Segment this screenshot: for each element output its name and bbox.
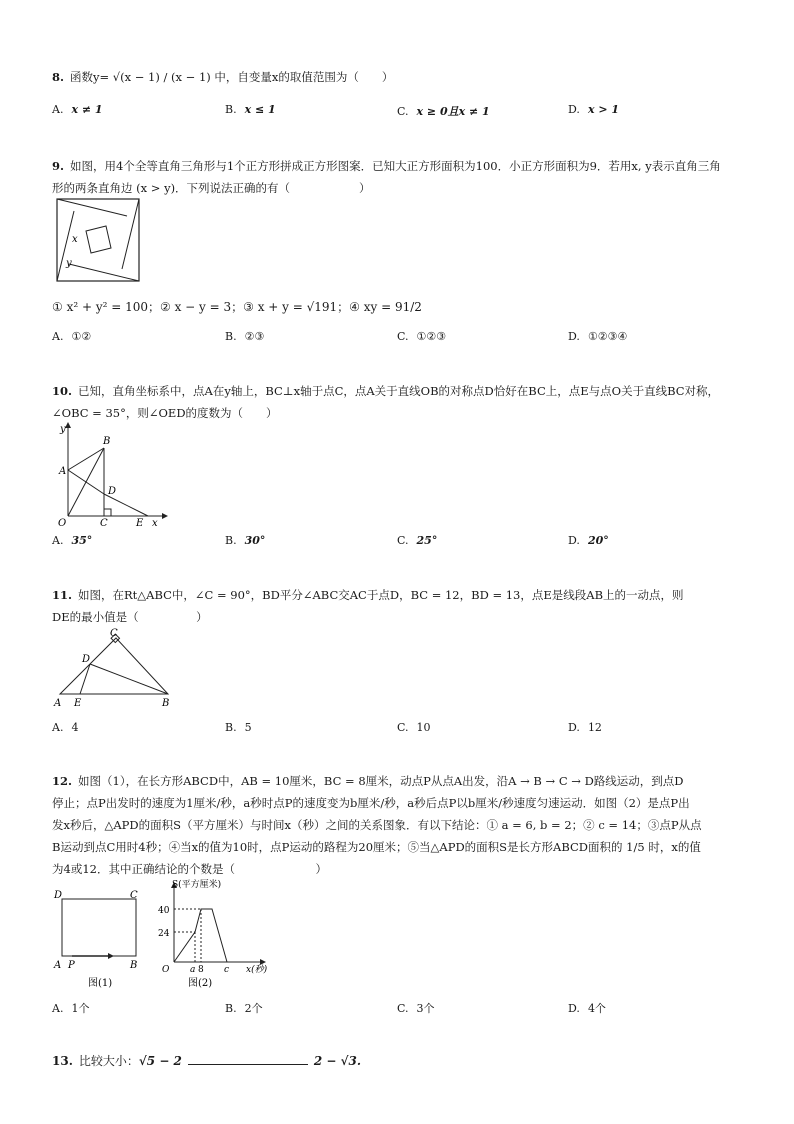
option-b[interactable]: B. 5 (225, 721, 252, 734)
question-text-line-2: 形的两条直角边 (x > y)．下列说法正确的有（ ） (52, 181, 371, 195)
label-y: y (66, 258, 72, 269)
label-a: A (54, 960, 62, 971)
option-d[interactable]: D. ①②③④ (568, 330, 628, 343)
question-11-figure (52, 626, 182, 713)
label-b: B (103, 436, 111, 447)
question-10-options (52, 534, 752, 552)
label-x: x (152, 518, 158, 528)
option-b[interactable]: B. 30° (225, 534, 266, 547)
question-text-line-2: ∠OBC = 35°，则∠OED的度数为（ ） (52, 406, 278, 420)
question-number: 10. (52, 384, 73, 398)
label-d: D (108, 486, 117, 497)
question-9 (52, 155, 752, 199)
option-a[interactable]: A. 1个 (52, 1002, 90, 1015)
figure-caption: 图(1) (88, 978, 113, 989)
question-13 (52, 1052, 752, 1069)
label-e: E (74, 698, 82, 709)
question-text: 函数y= √(x − 1) / (x − 1) 中，自变量x的取值范围为（ ） (70, 70, 394, 84)
question-number: 12. (52, 774, 73, 788)
option-a[interactable]: A. 35° (52, 534, 93, 547)
label-c: C (130, 890, 138, 901)
label-c: C (100, 518, 108, 528)
question-11 (52, 584, 752, 628)
label-b: B (162, 698, 170, 709)
question-8 (52, 66, 752, 88)
question-12-options (52, 1000, 752, 1018)
option-d[interactable]: D. x > 1 (568, 103, 620, 116)
question-text-line-2: DE的最小值是（ ） (52, 610, 208, 624)
question-prefix: 比较大小： (78, 1054, 139, 1068)
label-d: D (54, 890, 63, 901)
question-text-line-1: 如图（1），在长方形ABCD中，AB = 10厘米，BC = 8厘米，动点P从点A出发，沿A → B → C → D路线运动，到点D (78, 774, 684, 788)
question-text-line-3: 发x秒后，△APD的面积S（平方厘米）与时间x（秒）之间的关系图象．有以下结论：① a = 6, b = 2；② c = 14；③点P从点 (52, 818, 702, 832)
option-c[interactable]: C. x ≥ 0且x ≠ 1 (397, 105, 490, 118)
question-text-line-1: 已知，直角坐标系中，点A在y轴上，BC⊥x轴于点C，点A关于直线OB的对称点D恰好在BC上，点E与点O关于直线BC对称， (78, 384, 720, 398)
label-a: A (59, 466, 67, 477)
answer-blank[interactable] (188, 1052, 308, 1065)
option-c[interactable]: C. 25° (397, 534, 438, 547)
question-text-line-4: B运动到点C用时4秒；④当x的值为10时，点P运动的路程为20厘米；⑤当△APD的面积S是长方形ABCD面积的 1/5 时，x的值 (52, 840, 701, 854)
option-d[interactable]: D. 12 (568, 721, 602, 734)
y-axis-label: S(平方厘米) (172, 880, 222, 890)
option-d[interactable]: D. 4个 (568, 1002, 606, 1015)
tick-c: c (224, 965, 230, 975)
option-a[interactable]: A. x ≠ 1 (52, 103, 103, 116)
question-text-line-5: 为4或12．其中正确结论的个数是（ ） (52, 862, 327, 876)
label-y: y (60, 424, 66, 435)
question-9-figure (56, 198, 142, 287)
option-c[interactable]: C. ①②③ (397, 330, 447, 343)
label-d: D (82, 654, 91, 665)
label-a: A (54, 698, 62, 709)
question-9-options (52, 330, 752, 348)
question-text-line-2: 停止；点P出发时的速度为1厘米/秒，a秒时点P的速度变为b厘米/秒，a秒后点P以b厘米/秒速度匀速运动．如图（2）是点P出 (52, 796, 690, 810)
question-11-options (52, 721, 752, 739)
option-d[interactable]: D. 20° (568, 534, 609, 547)
question-12 (52, 770, 752, 880)
tick-24: 24 (158, 929, 170, 939)
tick-40: 40 (158, 906, 170, 916)
x-axis-label: x(秒) (246, 965, 268, 975)
question-number: 9. (52, 159, 65, 173)
label-x: x (72, 234, 78, 245)
option-c[interactable]: C. 3个 (397, 1002, 435, 1015)
right-expression: 2 − √3. (313, 1054, 362, 1068)
label-p: P (68, 960, 75, 971)
option-b[interactable]: B. 2个 (225, 1002, 263, 1015)
option-c[interactable]: C. 10 (397, 721, 431, 734)
question-number: 13. (52, 1054, 73, 1068)
figure-caption: 图(2) (188, 978, 213, 989)
tick-8: 8 (198, 965, 204, 975)
label-e: E (136, 518, 144, 528)
label-c: C (110, 628, 118, 639)
label-o: O (162, 965, 170, 975)
label-o: O (58, 518, 67, 528)
option-a[interactable]: A. ①② (52, 330, 92, 343)
question-text-line-1: 如图，在Rt△ABC中，∠C = 90°，BD平分∠ABC交AC于点D，BC = 12，BD = 13，点E是线段AB上的一动点，则 (78, 588, 684, 602)
question-8-options (52, 103, 752, 121)
question-12-figure-2 (156, 876, 286, 994)
question-10 (52, 380, 752, 424)
left-expression: √5 − 2 (138, 1054, 182, 1068)
question-number: 11. (52, 588, 73, 602)
question-number: 8. (52, 70, 65, 84)
question-text-line-1: 如图，用4个全等直角三角形与1个正方形拼成正方形图案．已知大正方形面积为100．小正方形面积为9．若用x, y表示直角三角 (70, 159, 721, 173)
question-10-figure (52, 420, 172, 531)
option-a[interactable]: A. 4 (52, 721, 79, 734)
tick-a: a (190, 965, 196, 975)
question-9-statements: ① x² + y² = 100；② x − y = 3；③ x + y = √191；④ xy = 91/2 (52, 300, 422, 314)
question-12-figure-1 (50, 876, 150, 994)
option-b[interactable]: B. ②③ (225, 330, 265, 343)
label-b: B (130, 960, 138, 971)
option-b[interactable]: B. x ≤ 1 (225, 103, 276, 116)
